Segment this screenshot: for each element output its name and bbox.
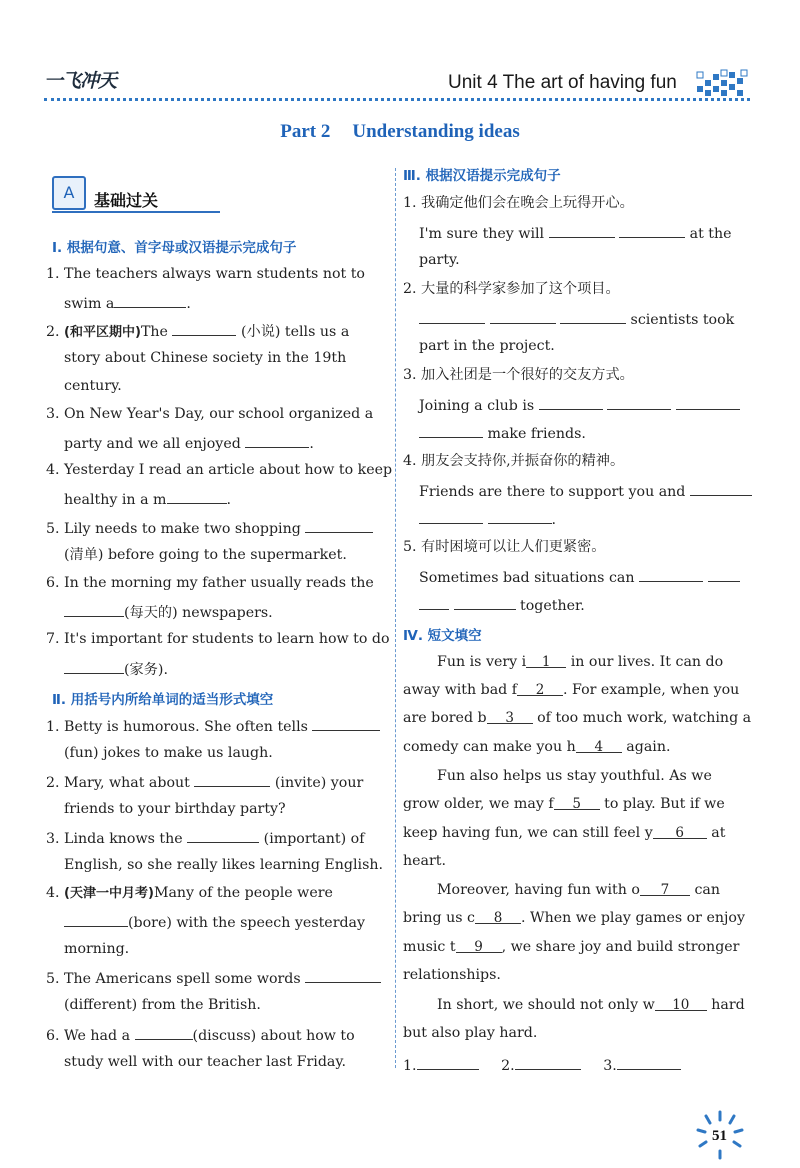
blank-9[interactable]: 9 bbox=[456, 938, 502, 953]
blank-1[interactable]: 1 bbox=[526, 653, 566, 668]
r1-line1: 1. Betty is humorous. She often tells bbox=[46, 716, 380, 736]
t1-blank-2[interactable] bbox=[619, 223, 685, 238]
t5-line: Sometimes bad situations can bbox=[419, 567, 740, 587]
q6-blank[interactable] bbox=[64, 602, 124, 617]
q7-line1: 7. It's important for students to learn how to do bbox=[46, 631, 390, 647]
t2-line: scientists took bbox=[419, 309, 734, 329]
t5-cn: 5. 有时困境可以让人们更紧密。 bbox=[403, 539, 606, 555]
t2-cn: 2. 大量的科学家参加了这个项目。 bbox=[403, 281, 620, 297]
t3-blank-1[interactable] bbox=[539, 395, 603, 410]
t4-blank-1[interactable] bbox=[690, 481, 752, 496]
q1-blank[interactable] bbox=[114, 293, 186, 308]
q3-blank[interactable] bbox=[245, 433, 309, 448]
q7-blank[interactable] bbox=[64, 659, 124, 674]
column-divider bbox=[395, 168, 396, 1068]
p3-line2: bring us c 8 . When we play games or enjoy bbox=[403, 910, 745, 926]
blank-2[interactable]: 2 bbox=[517, 681, 563, 696]
q2-line3: century. bbox=[64, 378, 122, 394]
r5-blank[interactable] bbox=[305, 968, 381, 983]
r6-line2: study well with our teacher last Friday. bbox=[64, 1054, 347, 1070]
q1-line2: swim a . bbox=[64, 293, 191, 313]
q5-line2: (清单) before going to the supermarket. bbox=[64, 547, 347, 563]
t4-cn: 4. 朋友会支持你,并振奋你的精神。 bbox=[403, 453, 625, 469]
t3-blank-3[interactable] bbox=[676, 395, 740, 410]
p1-line2: away with bad f 2 . For example, when you bbox=[403, 682, 740, 698]
q5-line1: 5. Lily needs to make two shopping bbox=[46, 518, 373, 538]
q2-line2: story about Chinese society in the 19th bbox=[64, 350, 347, 366]
t2-blank-2[interactable] bbox=[490, 309, 556, 324]
brand-logo: 一飞冲天 bbox=[44, 70, 117, 92]
t3-line2: make friends. bbox=[419, 423, 586, 443]
t3-blank-4[interactable] bbox=[419, 423, 483, 438]
p3-line4: relationships. bbox=[403, 967, 501, 983]
section-1-title: Ⅰ. 根据句意、首字母或汉语提示完成句子 bbox=[52, 240, 297, 256]
t3-line: Joining a club is bbox=[419, 395, 740, 415]
p1-line4: comedy can make you h 4 again. bbox=[403, 739, 671, 755]
blank-10[interactable]: 10 bbox=[655, 996, 707, 1011]
p2-line1: Fun also helps us stay youthful. As we bbox=[437, 768, 712, 784]
blank-6[interactable]: 6 bbox=[653, 824, 707, 839]
t3-cn: 3. 加入社团是一个很好的交友方式。 bbox=[403, 367, 634, 383]
t5-blank-1[interactable] bbox=[639, 567, 703, 582]
r2-line2: friends to your birthday party? bbox=[64, 801, 286, 817]
r1-line2: (fun) jokes to make us laugh. bbox=[64, 745, 273, 761]
q3-line1: 3. On New Year's Day, our school organized a bbox=[46, 406, 374, 422]
blank-3[interactable]: 3 bbox=[487, 709, 533, 724]
p3-line3: music t 9 , we share joy and build stronger bbox=[403, 939, 740, 955]
section-a-rule bbox=[52, 211, 220, 213]
answer-blank-2[interactable] bbox=[515, 1055, 581, 1070]
header-pattern-icon bbox=[695, 68, 749, 100]
p4-line1: In short, we should not only w 10 hard bbox=[437, 997, 745, 1013]
q4-line1: 4. Yesterday I read an article about how to keep bbox=[46, 462, 393, 478]
t5-blank-4[interactable] bbox=[454, 595, 516, 610]
q3-line2: party and we all enjoyed . bbox=[64, 433, 314, 453]
t1-line: I'm sure they will at the bbox=[419, 223, 732, 243]
t3-blank-2[interactable] bbox=[607, 395, 671, 410]
t4-blank-3[interactable] bbox=[488, 509, 552, 524]
section-3-title: Ⅲ. 根据汉语提示完成句子 bbox=[403, 168, 561, 184]
part-title bbox=[0, 121, 800, 143]
r4-blank[interactable] bbox=[64, 912, 128, 927]
blank-7[interactable]: 7 bbox=[640, 881, 690, 896]
t1-line2: party. bbox=[419, 252, 460, 268]
t1-blank-1[interactable] bbox=[549, 223, 615, 238]
r3-line1: 3. Linda knows the (important) of bbox=[46, 828, 364, 848]
t2-blank-3[interactable] bbox=[560, 309, 626, 324]
r2-line1: 2. Mary, what about (invite) your bbox=[46, 772, 363, 792]
header-rule bbox=[44, 98, 750, 101]
blank-4[interactable]: 4 bbox=[576, 738, 622, 753]
r6-line1: 6. We had a (discuss) about how to bbox=[46, 1025, 355, 1045]
answer-blank-3[interactable] bbox=[617, 1055, 681, 1070]
blank-8[interactable]: 8 bbox=[475, 909, 521, 924]
t5-blank-2[interactable] bbox=[708, 567, 740, 582]
r5-line2: (different) from the British. bbox=[64, 997, 261, 1013]
r3-blank[interactable] bbox=[187, 828, 259, 843]
answer-line: 1. 2. 3. bbox=[403, 1055, 681, 1075]
q2-line1: 2. (和平区期中)The (小说) tells us a bbox=[46, 321, 349, 342]
q2-blank[interactable] bbox=[172, 321, 236, 336]
t2-line2: part in the project. bbox=[419, 338, 555, 354]
section-4-title: Ⅳ. 短文填空 bbox=[403, 628, 482, 644]
q6-line1: 6. In the morning my father usually reads the bbox=[46, 575, 374, 591]
r4-line1: 4. (天津一中月考)Many of the people were bbox=[46, 885, 333, 901]
t4-line: Friends are there to support you and bbox=[419, 481, 752, 501]
r5-line1: 5. The Americans spell some words bbox=[46, 968, 381, 988]
r4-line3: morning. bbox=[64, 941, 130, 957]
p1-line3: are bored b 3 of too much work, watching a bbox=[403, 710, 752, 726]
r4-tag: (天津一中月考) bbox=[64, 886, 154, 901]
q6-line2: (每天的) newspapers. bbox=[64, 602, 273, 622]
q4-line2: healthy in a m . bbox=[64, 489, 231, 509]
p3-line1: Moreover, having fun with o 7 can bbox=[437, 882, 720, 898]
r3-line2: English, so she really likes learning English. bbox=[64, 857, 383, 873]
p4-line2: but also play hard. bbox=[403, 1025, 538, 1041]
t4-blank-2[interactable] bbox=[419, 509, 483, 524]
t5-line2: together. bbox=[419, 595, 585, 615]
t5-blank-3[interactable] bbox=[419, 595, 449, 610]
part-number: Part 2 bbox=[280, 121, 331, 142]
answer-blank-1[interactable] bbox=[417, 1055, 479, 1070]
r6-blank[interactable] bbox=[135, 1025, 193, 1040]
q5-blank[interactable] bbox=[305, 518, 373, 533]
t1-cn: 1. 我确定他们会在晚会上玩得开心。 bbox=[403, 195, 634, 211]
section-2-title: Ⅱ. 用括号内所给单词的适当形式填空 bbox=[52, 692, 274, 708]
p2-line2: grow older, we may f 5 to play. But if we bbox=[403, 796, 725, 812]
r4-line2: (bore) with the speech yesterday bbox=[64, 912, 365, 932]
section-a-badge: A bbox=[52, 176, 86, 210]
unit-title: Unit 4 The art of having fun bbox=[448, 72, 677, 93]
p1-line1: Fun is very i 1 in our lives. It can do bbox=[437, 654, 724, 670]
r2-blank[interactable] bbox=[194, 772, 270, 787]
q1-line1: 1. The teachers always warn students not to bbox=[46, 266, 365, 282]
p2-line3: keep having fun, we can still feel y 6 at bbox=[403, 825, 726, 841]
q2-tag: (和平区期中) bbox=[64, 325, 141, 340]
q7-line2: (家务). bbox=[64, 659, 168, 679]
p2-line4: heart. bbox=[403, 853, 446, 869]
t2-blank-1[interactable] bbox=[419, 309, 485, 324]
page-number: 51 bbox=[712, 1128, 727, 1144]
t4-line2: . bbox=[419, 509, 556, 529]
q4-blank[interactable] bbox=[167, 489, 227, 504]
r1-blank[interactable] bbox=[312, 716, 380, 731]
part-name: Understanding ideas bbox=[352, 121, 520, 142]
blank-5[interactable]: 5 bbox=[554, 795, 600, 810]
section-a-title: 基础过关 bbox=[94, 191, 159, 210]
